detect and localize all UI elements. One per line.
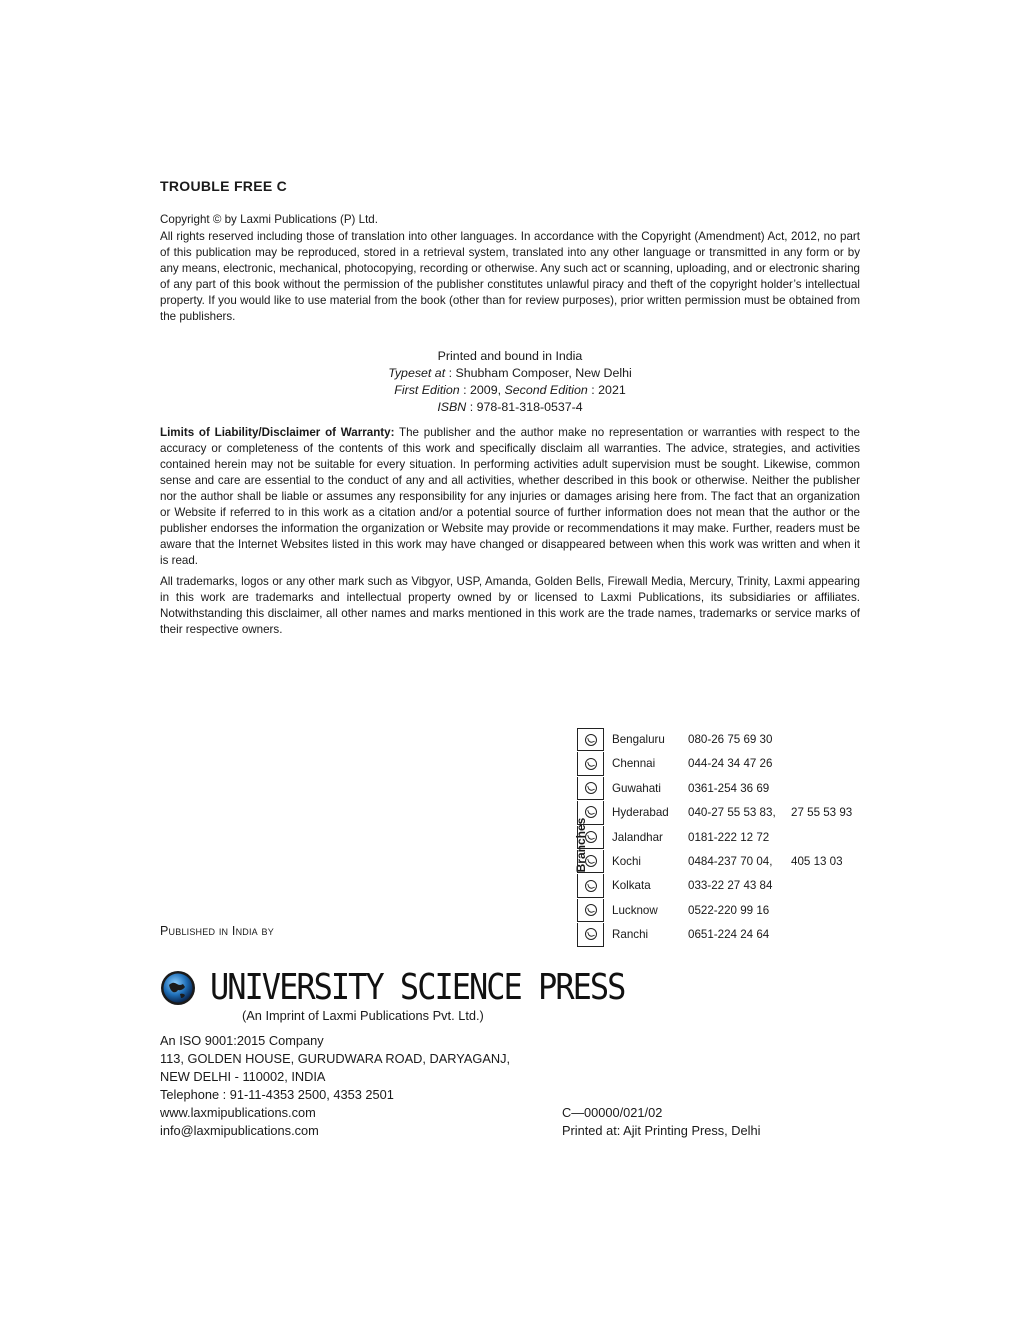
printed-at: Printed at: Ajit Printing Press, Delhi bbox=[562, 1123, 761, 1138]
branch-city: Kochi bbox=[612, 854, 642, 868]
branch-city: Chennai bbox=[612, 757, 656, 771]
edition-line bbox=[160, 382, 860, 399]
book-title: TROUBLE FREE C bbox=[160, 178, 288, 194]
isbn-line bbox=[160, 399, 860, 416]
first-edition-label: First Edition bbox=[394, 383, 460, 397]
published-by: Published in India by bbox=[160, 924, 274, 938]
phone-icon bbox=[585, 855, 597, 867]
branch-city: Kolkata bbox=[612, 879, 651, 893]
isbn-label: ISBN bbox=[437, 400, 467, 414]
disclaimer bbox=[160, 425, 860, 638]
branch-phone: 0181-222 12 72 bbox=[688, 830, 770, 844]
branch-phone: 0522-220 99 16 bbox=[688, 903, 770, 917]
branch-table bbox=[577, 728, 877, 948]
phone-icon bbox=[585, 806, 597, 818]
disclaimer-text: The publisher and the author make no representation or warranties with respect to the accuracy or completeness of the contents of this work and specifically disclaim all warranties. The advice, strategies, and activities contained herein may not be suitable for every situation. In performing activities adult supervision must be sought. Likewise, common sense and care are essential to the conduct of any and all activities, whether described in this book or otherwise. Neither the publisher nor the author shall be liable or assumes any responsibility for any injuries or damages arising here from. The fact that an organization or Website if referred to in this work as a citation and/or a potential source of further information does not mean that the author or the publisher endorses the information the organization or Website may provide or recommendations it may make. Further, readers must be aware that the Internet Websites listed in this work may have changed or disappeared between when this work was written and when it is read. bbox=[160, 426, 860, 567]
branch-city: Lucknow bbox=[612, 903, 658, 917]
branch-icon-cell bbox=[577, 874, 604, 897]
branch-row bbox=[577, 923, 877, 947]
branch-phone: 0361-254 36 69 bbox=[688, 781, 770, 795]
branch-city: Bengaluru bbox=[612, 733, 665, 746]
branch-icon-cell bbox=[577, 826, 604, 849]
isbn-value: : 978-81-318-0537-4 bbox=[466, 400, 583, 414]
publisher-address bbox=[160, 1032, 510, 1140]
branch-row bbox=[577, 874, 877, 898]
address-line: An ISO 9001:2015 Company bbox=[160, 1033, 324, 1048]
branch-row bbox=[577, 777, 877, 801]
branch-row bbox=[577, 728, 877, 752]
branch-phone: 044-24 34 47 26 bbox=[688, 757, 773, 771]
second-edition-label: Second Edition bbox=[504, 383, 588, 397]
branch-icon-cell bbox=[577, 728, 604, 751]
branch-city: Guwahati bbox=[612, 781, 661, 795]
phone-icon bbox=[585, 758, 597, 770]
website-link[interactable]: www.laxmipublications.com bbox=[160, 1105, 316, 1120]
branch-phone-secondary: 27 55 53 93 bbox=[791, 806, 853, 820]
second-edition-value: : 2021 bbox=[587, 383, 626, 397]
phone-icon bbox=[585, 782, 597, 794]
branch-phone: 040-27 55 53 83, bbox=[688, 806, 776, 820]
copyright-paragraph: All rights reserved including those of translation into other languages. In accordance with the Copyright (Amendment) Act, 2012, no part of this publication may be reproduced, stored in a retrieval system, translated into any other language or transmitted in any form or by any means, electronic, mechanical, photocopying, recording or otherwise. Any such act or scanning, uploading, and or electronic sharing of any part of this book without the permission of the publisher constitutes unlawful piracy and theft of the copyright holder’s intellectual property. If you would like to use material from the book (other than for review purposes), prior written permission must be obtained from the publishers. bbox=[160, 230, 860, 323]
first-edition-value: : 2009, bbox=[459, 383, 505, 397]
branch-city: Hyderabad bbox=[612, 806, 669, 820]
typeset-value: : Shubham Composer, New Delhi bbox=[445, 366, 632, 380]
book-code: C—00000/021/02 bbox=[562, 1105, 663, 1120]
phone-icon bbox=[585, 904, 597, 916]
branch-phone-secondary: 405 13 03 bbox=[791, 854, 843, 868]
phone-icon bbox=[585, 734, 597, 746]
email-link[interactable]: info@laxmipublications.com bbox=[160, 1123, 319, 1138]
disclaimer-paragraph bbox=[160, 425, 860, 569]
branch-row bbox=[577, 801, 877, 825]
phone-icon bbox=[585, 928, 597, 940]
print-info bbox=[562, 1104, 760, 1140]
publisher-name: UNIVERSITY SCIENCE PRESS bbox=[210, 966, 625, 1008]
branch-phone: 0484-237 70 04, bbox=[688, 854, 773, 868]
branch-row bbox=[577, 752, 877, 776]
copyright-text bbox=[160, 229, 860, 325]
branch-icon-cell bbox=[577, 801, 604, 824]
publisher-imprint: (An Imprint of Laxmi Publications Pvt. Ltd.) bbox=[242, 1008, 484, 1023]
phone-icon bbox=[585, 831, 597, 843]
branches-label: Branches bbox=[574, 817, 588, 873]
branch-row bbox=[577, 899, 877, 923]
address-line: 113, GOLDEN HOUSE, GURUDWARA ROAD, DARYAGANJ, bbox=[160, 1051, 511, 1066]
branch-icon-cell bbox=[577, 752, 604, 775]
copyright-line: Copyright © by Laxmi Publications (P) Ltd. bbox=[160, 213, 378, 226]
print-details bbox=[160, 348, 860, 416]
address-line: NEW DELHI - 110002, INDIA bbox=[160, 1069, 326, 1084]
branch-icon-cell bbox=[577, 923, 604, 946]
branch-phone: 080-26 75 69 30 bbox=[688, 733, 773, 746]
branch-icon-cell bbox=[577, 777, 604, 800]
branch-phone: 0651-224 24 64 bbox=[688, 928, 770, 942]
disclaimer-heading: Limits of Liability/Disclaimer of Warranty: bbox=[160, 426, 395, 439]
branch-icon-cell bbox=[577, 899, 604, 922]
branch-row bbox=[577, 826, 877, 850]
trademarks-paragraph: All trademarks, logos or any other mark such as Vibgyor, USP, Amanda, Golden Bells, Firewall Media, Mercury, Trinity, Laxmi appearing in this work are trademarks and intellectual property owned by or licensed to Laxmi Publications, its subsidiaries or affiliates. Notwithstanding this disclaimer, all other names and marks mentioned in this work are the trade names, trademarks or service marks of their respective owners. bbox=[160, 575, 860, 636]
branch-city: Ranchi bbox=[612, 928, 649, 942]
branch-row bbox=[577, 850, 877, 874]
phone-icon bbox=[585, 880, 597, 892]
printed-in-india: Printed and bound in India bbox=[437, 349, 583, 363]
telephone-line: Telephone : 91-11-4353 2500, 4353 2501 bbox=[160, 1087, 394, 1102]
typeset-line bbox=[160, 365, 860, 382]
typeset-label: Typeset at bbox=[388, 366, 446, 380]
branch-icon-cell bbox=[577, 850, 604, 873]
branch-phone: 033-22 27 43 84 bbox=[688, 879, 773, 893]
globe-logo-icon bbox=[160, 970, 196, 1006]
branch-city: Jalandhar bbox=[612, 830, 663, 844]
